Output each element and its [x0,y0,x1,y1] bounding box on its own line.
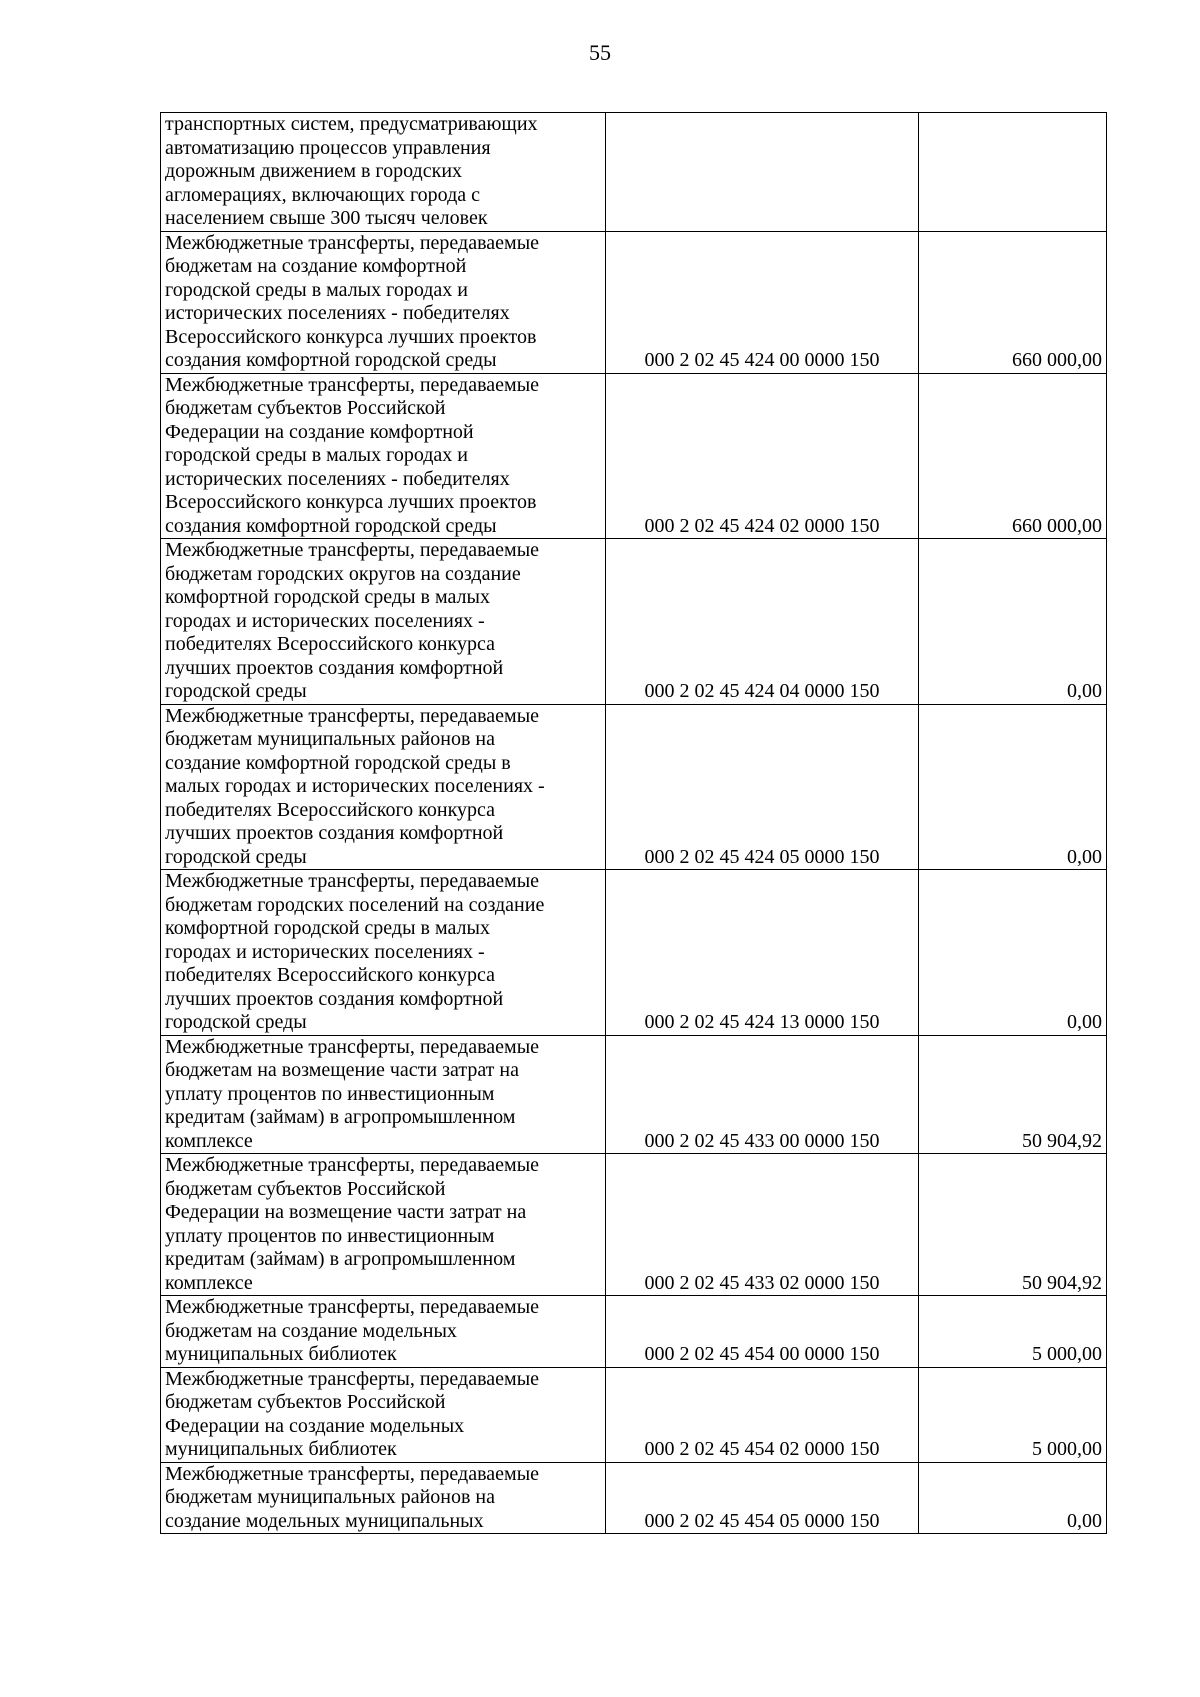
row-description: Межбюджетные трансферты, передаваемые бюджетам городских поселений на создание комфортной городской среды в малых городах и исторических поселениях - победителях Всероссийского конкурса лучших проектов создания комфортной городской среды [161,870,606,1036]
table-row [161,539,1107,705]
table-row [161,1462,1107,1534]
row-amount: 5 000,00 [919,1296,1107,1368]
row-amount: 660 000,00 [919,231,1107,373]
row-amount: 0,00 [919,539,1107,705]
table-row [161,1296,1107,1368]
row-budget-code: 000 2 02 45 454 00 0000 150 [606,1296,919,1368]
table-row [161,1035,1107,1154]
row-description: Межбюджетные трансферты, передаваемые бюджетам субъектов Российской Федерации на создание модельных муниципальных библиотек [161,1367,606,1462]
row-amount: 50 904,92 [919,1154,1107,1296]
table-row [161,1154,1107,1296]
row-budget-code: 000 2 02 45 424 00 0000 150 [606,231,919,373]
row-description: Межбюджетные трансферты, передаваемые бюджетам субъектов Российской Федерации на создание комфортной городской среды в малых городах и исторических поселениях - победителях Всероссийского конкурса лучших проектов создания комфортной городской среды [161,373,606,539]
row-amount: 50 904,92 [919,1035,1107,1154]
row-budget-code: 000 2 02 45 454 05 0000 150 [606,1462,919,1534]
row-budget-code [606,113,919,232]
row-description: Межбюджетные трансферты, передаваемые бюджетам муниципальных районов на создание модельных муниципальных [161,1462,606,1534]
row-budget-code: 000 2 02 45 424 13 0000 150 [606,870,919,1036]
row-description: Межбюджетные трансферты, передаваемые бюджетам городских округов на создание комфортной городской среды в малых городах и исторических поселениях - победителях Всероссийского конкурса лучших проектов создания комфортной городской среды [161,539,606,705]
row-description: Межбюджетные трансферты, передаваемые бюджетам на создание комфортной городской среды в малых городах и исторических поселениях - победителях Всероссийского конкурса лучших проектов создания комфортной городской среды [161,231,606,373]
row-amount [919,113,1107,232]
row-description: Межбюджетные трансферты, передаваемые бюджетам на возмещение части затрат на уплату процентов по инвестиционным кредитам (займам) в агропромышленном комплексе [161,1035,606,1154]
table-row [161,231,1107,373]
budget-table-body [161,113,1107,1534]
budget-table [160,112,1107,1534]
row-budget-code: 000 2 02 45 454 02 0000 150 [606,1367,919,1462]
row-amount: 0,00 [919,704,1107,870]
row-budget-code: 000 2 02 45 424 05 0000 150 [606,704,919,870]
row-amount: 5 000,00 [919,1367,1107,1462]
row-description: Межбюджетные трансферты, передаваемые бюджетам муниципальных районов на создание комфортной городской среды в малых городах и исторических поселениях - победителях Всероссийского конкурса лучших проектов создания комфортной городской среды [161,704,606,870]
table-row [161,113,1107,232]
row-budget-code: 000 2 02 45 433 00 0000 150 [606,1035,919,1154]
row-amount: 0,00 [919,870,1107,1036]
table-row [161,1367,1107,1462]
row-description: Межбюджетные трансферты, передаваемые бюджетам на создание модельных муниципальных библиотек [161,1296,606,1368]
row-description: Межбюджетные трансферты, передаваемые бюджетам субъектов Российской Федерации на возмещение части затрат на уплату процентов по инвестиционным кредитам (займам) в агропромышленном комплексе [161,1154,606,1296]
table-row [161,373,1107,539]
row-budget-code: 000 2 02 45 433 02 0000 150 [606,1154,919,1296]
page-number: 55 [589,40,611,65]
row-amount: 660 000,00 [919,373,1107,539]
row-budget-code: 000 2 02 45 424 04 0000 150 [606,539,919,705]
table-row [161,870,1107,1036]
row-amount: 0,00 [919,1462,1107,1534]
row-description: транспортных систем, предусматривающих автоматизацию процессов управления дорожным движением в городских агломерациях, включающих города с населением свыше 300 тысяч человек [161,113,606,232]
row-budget-code: 000 2 02 45 424 02 0000 150 [606,373,919,539]
table-row [161,704,1107,870]
